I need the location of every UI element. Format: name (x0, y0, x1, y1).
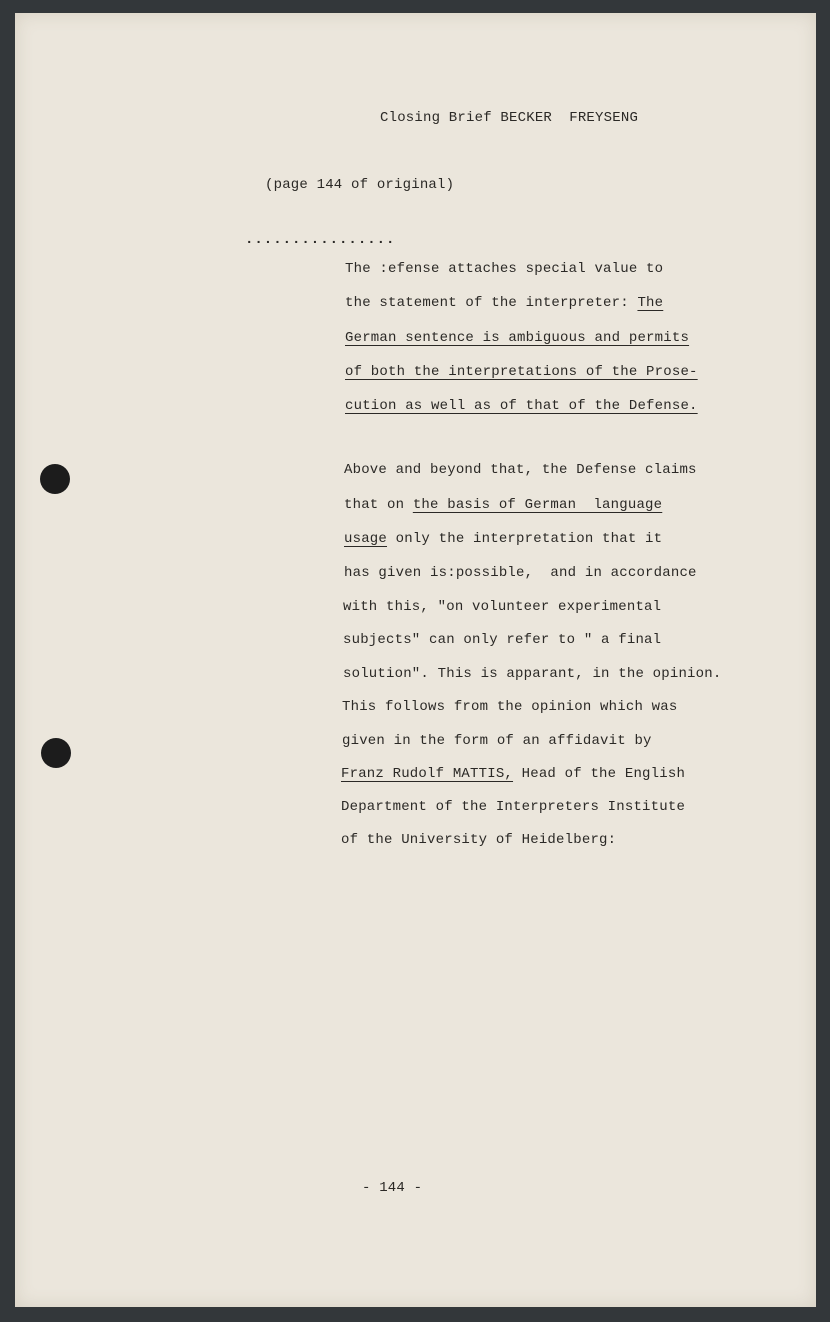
text-line (343, 633, 661, 647)
page-title: Closing Brief BECKER FREYSENG (380, 110, 639, 126)
text-line (341, 800, 685, 814)
text-line (345, 331, 689, 345)
text-line (345, 399, 698, 413)
underlined-text: usage (344, 531, 388, 547)
text-line (345, 365, 698, 379)
text-run: solution". This is apparant, in the opinion. (343, 666, 722, 682)
text-run: The :efense attaches special value to (345, 261, 664, 277)
text-line (343, 667, 721, 681)
text-line (344, 498, 662, 512)
underlined-text: the basis of German language (412, 497, 663, 513)
text-run: Above and beyond that, the Defense claims (344, 462, 697, 478)
text-line (345, 296, 663, 310)
text-line (342, 700, 677, 714)
text-line (344, 463, 697, 477)
text-run: the statement of the interpreter: (345, 295, 638, 311)
underlined-text: cution as well as of that of the Defense. (345, 398, 698, 414)
text-run: subjects" can only refer to " a final (343, 632, 662, 648)
text-run: Head of the English (513, 766, 686, 782)
text-run: only the interpretation that it (387, 531, 663, 547)
text-line (344, 532, 662, 546)
underlined-text: The (637, 295, 664, 311)
underlined-text: German sentence is ambiguous and permits (345, 330, 690, 346)
ellipsis-marker: ................ (245, 232, 396, 248)
text-line (341, 833, 616, 847)
text-run: that on (344, 497, 413, 513)
text-line (345, 262, 663, 276)
underlined-text: of both the interpretations of the Prose- (345, 364, 698, 380)
text-run: Department of the Interpreters Institute (341, 799, 686, 815)
text-line (342, 734, 652, 748)
text-line (341, 767, 685, 781)
text-line (344, 566, 697, 580)
punch-hole-bottom (41, 738, 71, 768)
page-reference: (page 144 of original) (265, 177, 455, 193)
text-run: given in the form of an affidavit by (342, 733, 652, 749)
punch-hole-top (40, 464, 70, 494)
text-run: This follows from the opinion which was (342, 699, 678, 715)
text-line (343, 600, 661, 614)
text-run: with this, "on volunteer experimental (343, 599, 662, 615)
text-run: of the University of Heidelberg: (341, 832, 617, 848)
text-run: has given is:possible, and in accordance (344, 565, 697, 581)
underlined-text: Franz Rudolf MATTIS, (341, 766, 514, 782)
paper-sheet (15, 13, 816, 1307)
page-number: - 144 - (362, 1180, 423, 1196)
